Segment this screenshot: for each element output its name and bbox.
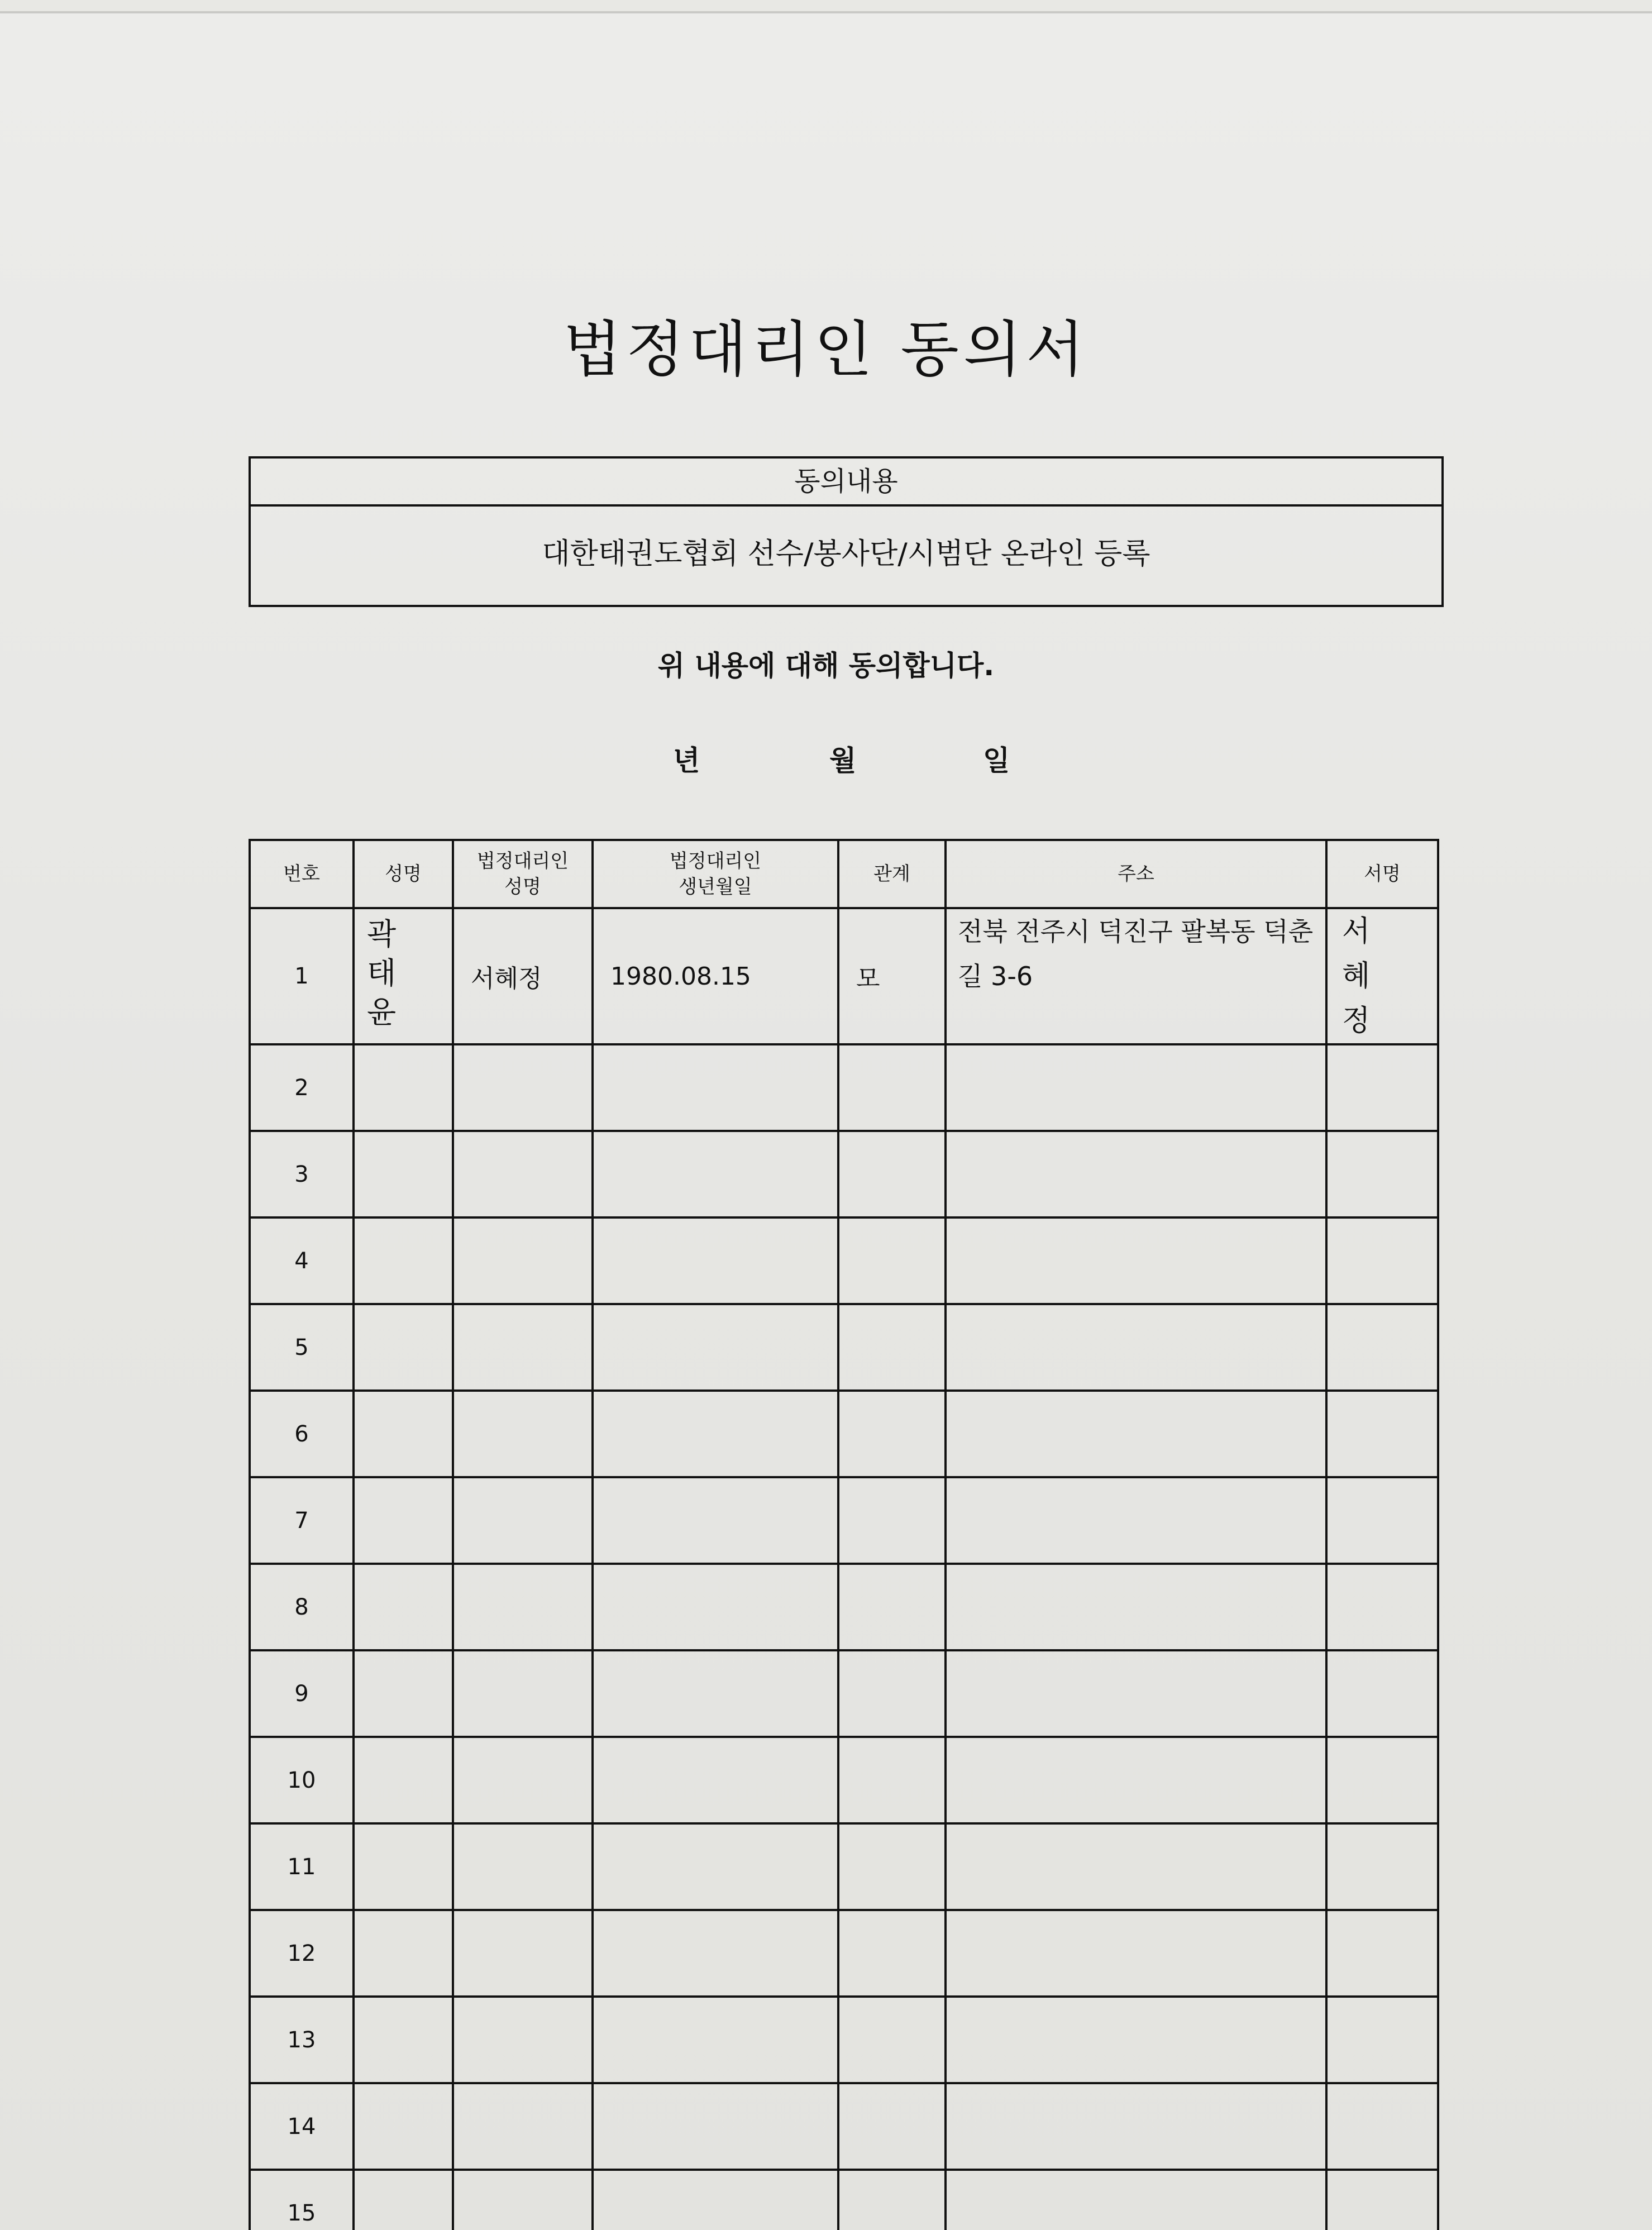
row-name[interactable] [354,1997,453,2083]
row-signature[interactable] [1326,1737,1438,1823]
table-row [250,1391,1438,1477]
row-address[interactable] [946,1650,1326,1737]
row-signature[interactable] [1326,2083,1438,2170]
roster-table [249,839,1439,2230]
row-number: 3 [250,1131,354,1217]
row-name[interactable] [354,1217,453,1304]
table-row [250,1304,1438,1391]
row-number: 9 [250,1650,354,1737]
row-relation[interactable] [838,1910,946,1997]
header-signature: 서명 [1326,840,1438,908]
row-number: 8 [250,1564,354,1650]
row-relation[interactable] [838,1044,946,1131]
row-relation[interactable] [838,2083,946,2170]
row-name[interactable] [354,1044,453,1131]
date-month-label: 월 [829,744,857,777]
row-relation[interactable] [838,1997,946,2083]
document-title: 법정대리인 동의서 [563,315,1089,385]
row-guardian-name[interactable] [453,1304,593,1391]
row-signature[interactable] [1326,1910,1438,1997]
row-signature[interactable] [1326,1304,1438,1391]
table-row [250,1737,1438,1823]
row-guardian-name[interactable] [453,1044,593,1131]
row-name[interactable] [354,1304,453,1391]
header-name: 성명 [354,840,453,908]
row-guardian-birth[interactable] [593,1217,838,1304]
table-row [250,908,1438,1044]
row-signature[interactable] [1326,2170,1438,2230]
row-address[interactable] [946,1564,1326,1650]
row-relation[interactable] [838,1217,946,1304]
row-signature[interactable] [1326,1131,1438,1217]
table-header-row [250,840,1438,908]
row-signature[interactable] [1326,1564,1438,1650]
row-signature[interactable] [1326,1044,1438,1131]
row-guardian-name[interactable] [453,1650,593,1737]
row-name[interactable] [354,1650,453,1737]
row-guardian-birth[interactable] [593,1823,838,1910]
row-guardian-birth[interactable] [593,1737,838,1823]
row-signature[interactable] [1326,1217,1438,1304]
row-guardian-name[interactable] [453,1997,593,2083]
row-guardian-name[interactable] [453,1737,593,1823]
consent-content: 대한태권도협회 선수/봉사단/시범단 온라인 등록 [542,537,1150,571]
row-name[interactable]: 곽태윤 [354,908,453,1044]
row-guardian-birth[interactable] [593,2170,838,2230]
header-guardian-birth-line1: 법정대리인 [669,850,762,872]
row-address[interactable] [946,1737,1326,1823]
row-guardian-name[interactable] [453,2083,593,2170]
row-address[interactable] [946,1217,1326,1304]
consent-box [249,456,1444,607]
row-relation[interactable] [838,2170,946,2230]
row-relation[interactable] [838,1650,946,1737]
row-address[interactable] [946,1304,1326,1391]
row-name[interactable] [354,1737,453,1823]
row-signature[interactable] [1326,1823,1438,1910]
consent-header: 동의내용 [251,459,1441,507]
table-row [250,1910,1438,1997]
row-address[interactable] [946,1391,1326,1477]
row-relation[interactable]: 모 [838,908,946,1044]
row-name[interactable] [354,1391,453,1477]
header-relation: 관계 [838,840,946,908]
row-guardian-birth[interactable] [593,1304,838,1391]
header-number: 번호 [250,840,354,908]
row-guardian-name[interactable] [453,1391,593,1477]
row-relation[interactable] [838,1304,946,1391]
table-row [250,1564,1438,1650]
row-number: 4 [250,1217,354,1304]
table-row [250,1044,1438,1131]
row-guardian-name[interactable]: 서혜정 [453,908,593,1044]
row-guardian-name[interactable] [453,1131,593,1217]
row-number: 1 [250,908,354,1044]
row-guardian-name[interactable] [453,1564,593,1650]
row-guardian-birth[interactable] [593,1910,838,1997]
row-address[interactable] [946,1044,1326,1131]
table-row [250,2170,1438,2230]
roster-body [250,908,1438,2230]
row-number: 10 [250,1737,354,1823]
row-guardian-birth[interactable] [593,1997,838,2083]
row-relation[interactable] [838,1131,946,1217]
row-guardian-birth[interactable] [593,1564,838,1650]
row-signature[interactable] [1326,1650,1438,1737]
row-number: 11 [250,1823,354,1910]
header-guardian-birth-line2: 생년월일 [679,876,752,898]
row-relation[interactable] [838,1737,946,1823]
row-signature[interactable] [1326,1997,1438,2083]
row-name[interactable] [354,1910,453,1997]
row-address[interactable] [946,2170,1326,2230]
row-relation[interactable] [838,1564,946,1650]
row-relation[interactable] [838,1391,946,1477]
row-guardian-birth[interactable] [593,2083,838,2170]
row-name[interactable] [354,1564,453,1650]
row-address[interactable] [946,1823,1326,1910]
date-day-label: 일 [983,744,1010,777]
row-guardian-birth[interactable] [593,1044,838,1131]
row-guardian-name[interactable] [453,1477,593,1564]
row-relation[interactable] [838,1477,946,1564]
row-name[interactable] [354,1477,453,1564]
table-row [250,1650,1438,1737]
header-guardian-birth [593,840,838,908]
row-guardian-name[interactable] [453,1910,593,1997]
header-address: 주소 [946,840,1326,908]
date-line [648,738,1039,777]
row-guardian-birth[interactable] [593,1650,838,1737]
row-number: 13 [250,1997,354,2083]
row-guardian-birth[interactable] [593,1131,838,1217]
row-address[interactable] [946,1910,1326,1997]
row-number: 2 [250,1044,354,1131]
agree-statement: 위 내용에 대해 동의합니다. [657,650,995,682]
row-number: 5 [250,1304,354,1391]
row-address[interactable] [946,2083,1326,2170]
row-name[interactable] [354,2170,453,2230]
row-guardian-birth[interactable] [593,1391,838,1477]
date-year-label: 년 [673,744,700,777]
table-row [250,1217,1438,1304]
table-row [250,1997,1438,2083]
row-name[interactable] [354,1131,453,1217]
table-row [250,2083,1438,2170]
header-guardian-name [453,840,593,908]
row-number: 14 [250,2083,354,2170]
row-guardian-name[interactable] [453,1217,593,1304]
header-guardian-name-line2: 성명 [504,876,541,898]
table-row [250,1477,1438,1564]
row-number: 15 [250,2170,354,2230]
row-signature[interactable]: 서혜정 [1326,908,1438,1044]
row-signature[interactable] [1326,1391,1438,1477]
row-signature[interactable] [1326,1477,1438,1564]
row-guardian-name[interactable] [453,2170,593,2230]
row-name[interactable] [354,1823,453,1910]
row-guardian-name[interactable] [453,1823,593,1910]
row-name[interactable] [354,2083,453,2170]
row-relation[interactable] [838,1823,946,1910]
table-row [250,1823,1438,1910]
header-guardian-name-line1: 법정대리인 [476,850,569,872]
row-number: 12 [250,1910,354,1997]
row-guardian-birth[interactable] [593,1477,838,1564]
document-page [0,11,1652,2230]
table-row [250,1131,1438,1217]
row-address[interactable]: 전북 전주시 덕진구 팔복동 덕춘길 3-6 [946,908,1326,1044]
row-number: 7 [250,1477,354,1564]
row-address[interactable] [946,1997,1326,2083]
row-number: 6 [250,1391,354,1477]
row-address[interactable] [946,1131,1326,1217]
row-address[interactable] [946,1477,1326,1564]
row-guardian-birth[interactable]: 1980.08.15 [593,908,838,1044]
